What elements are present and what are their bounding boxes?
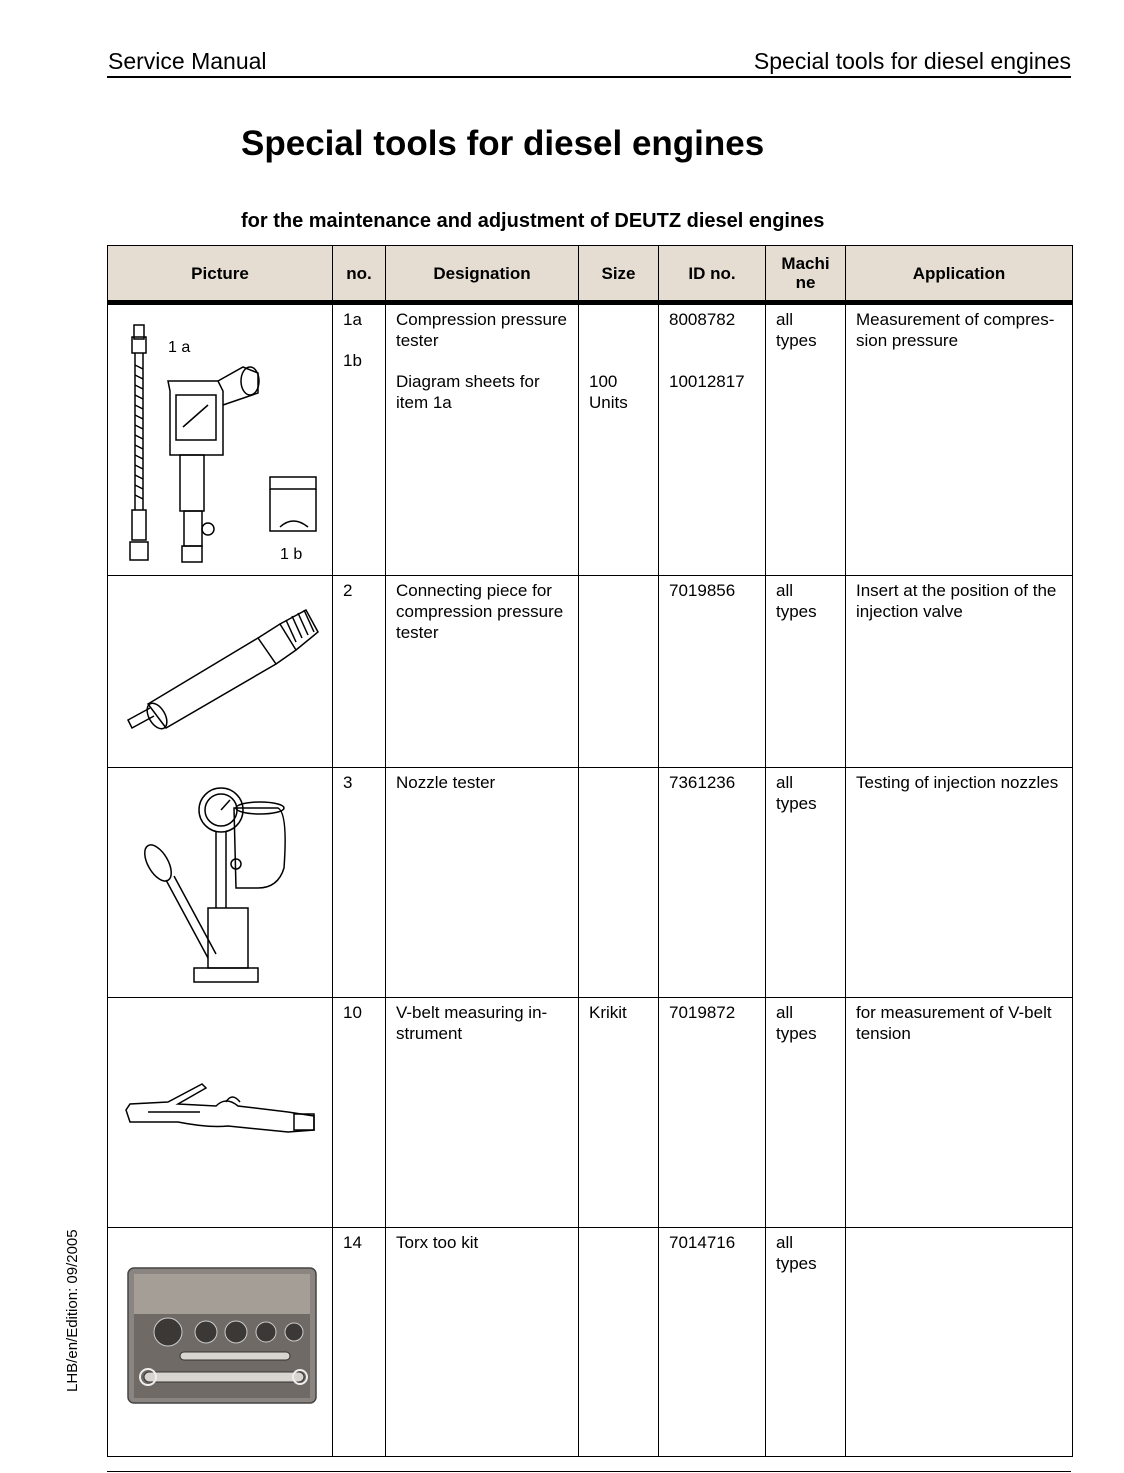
connecting-piece-drawing bbox=[108, 576, 332, 766]
table-row bbox=[108, 303, 1073, 576]
col-header-size: Size bbox=[579, 246, 659, 303]
picture-cell bbox=[108, 576, 333, 768]
header-left: Service Manual bbox=[108, 48, 267, 74]
header-rule bbox=[107, 76, 1071, 78]
size-cell bbox=[579, 998, 659, 1228]
application-cell bbox=[846, 768, 1073, 998]
picture-label-1b: 1 b bbox=[280, 546, 303, 563]
item-size bbox=[579, 1228, 658, 1236]
machine-cell bbox=[766, 1228, 846, 1457]
header-right: Special tools for diesel engines bbox=[753, 48, 1071, 74]
col-header-designation: Designation bbox=[386, 246, 579, 303]
item-machine: all types bbox=[776, 310, 817, 350]
application-cell bbox=[846, 576, 1073, 768]
tools-table bbox=[107, 245, 1073, 1457]
size-cell bbox=[579, 303, 659, 576]
size-cell bbox=[579, 576, 659, 768]
no-cell bbox=[333, 1228, 386, 1457]
item-id: 7019856 bbox=[669, 581, 736, 600]
table-row bbox=[108, 768, 1073, 998]
item-size: 100 Units bbox=[589, 372, 628, 412]
picture-cell bbox=[108, 768, 333, 998]
torx-kit-photo bbox=[108, 1228, 332, 1454]
id-cell bbox=[659, 998, 766, 1228]
designation-cell bbox=[386, 998, 579, 1228]
item-machine: all types bbox=[776, 1003, 817, 1043]
item-size: Krikit bbox=[589, 1003, 627, 1022]
item-designation: Torx too kit bbox=[396, 1233, 479, 1252]
designation-cell bbox=[386, 768, 579, 998]
id-cell bbox=[659, 1228, 766, 1457]
v-belt-instrument-drawing bbox=[108, 998, 332, 1226]
id-cell bbox=[659, 768, 766, 998]
machine-cell bbox=[766, 768, 846, 998]
item-designation: Diagram sheets for item 1a bbox=[396, 372, 540, 412]
picture-label-1a: 1 a bbox=[168, 339, 191, 356]
designation-cell bbox=[386, 1228, 579, 1457]
page-subtitle: for the maintenance and adjustment of DEUTZ diesel engines bbox=[241, 210, 825, 232]
item-id: 8008782 bbox=[669, 310, 736, 329]
designation-cell bbox=[386, 576, 579, 768]
size-cell bbox=[579, 768, 659, 998]
item-id: 7019872 bbox=[669, 1003, 736, 1022]
item-machine: all types bbox=[776, 773, 817, 813]
item-application: for measurement of V-belt tension bbox=[856, 1003, 1052, 1043]
item-no: 3 bbox=[343, 773, 353, 792]
col-header-application: Application bbox=[846, 246, 1073, 303]
item-application bbox=[846, 1228, 1072, 1236]
item-no: 1b bbox=[343, 351, 362, 370]
item-designation: Connecting piece for compression pressure tester bbox=[396, 581, 564, 642]
footer-rule bbox=[107, 1471, 1071, 1472]
col-header-machine: Machi ne bbox=[766, 246, 846, 303]
edition-note: LHB/en/Edition: 09/2005 bbox=[64, 1229, 81, 1392]
table-header-row bbox=[108, 246, 1073, 303]
item-id: 7361236 bbox=[669, 773, 736, 792]
application-cell bbox=[846, 998, 1073, 1228]
no-cell bbox=[333, 576, 386, 768]
item-application: Measurement of compres-sion pressure bbox=[856, 310, 1055, 350]
machine-cell bbox=[766, 576, 846, 768]
application-cell bbox=[846, 1228, 1073, 1457]
col-header-no: no. bbox=[333, 246, 386, 303]
item-no: 10 bbox=[343, 1003, 362, 1022]
designation-cell bbox=[386, 303, 579, 576]
id-cell bbox=[659, 303, 766, 576]
item-size bbox=[589, 309, 648, 351]
item-machine: all types bbox=[776, 1233, 817, 1273]
item-application: Testing of injection nozzles bbox=[856, 773, 1059, 792]
item-id: 7014716 bbox=[669, 1233, 736, 1252]
item-designation: V-belt measuring in-strument bbox=[396, 1003, 548, 1043]
picture-cell bbox=[108, 303, 333, 576]
id-cell bbox=[659, 576, 766, 768]
table-row bbox=[108, 1228, 1073, 1457]
picture-cell bbox=[108, 998, 333, 1228]
col-header-picture: Picture bbox=[108, 246, 333, 303]
no-cell bbox=[333, 998, 386, 1228]
table-row bbox=[108, 576, 1073, 768]
item-no: 1a bbox=[343, 310, 362, 329]
no-cell bbox=[333, 768, 386, 998]
item-id: 10012817 bbox=[669, 372, 745, 391]
item-designation: Compression pressure tester bbox=[396, 310, 568, 350]
item-size bbox=[579, 768, 658, 776]
size-cell bbox=[579, 1228, 659, 1457]
machine-cell bbox=[766, 303, 846, 576]
application-cell bbox=[846, 303, 1073, 576]
picture-cell bbox=[108, 1228, 333, 1457]
item-size bbox=[579, 576, 658, 584]
compression-tester-drawing bbox=[108, 305, 332, 575]
item-machine: all types bbox=[776, 581, 817, 621]
item-designation: Nozzle tester bbox=[396, 773, 496, 792]
table-row bbox=[108, 998, 1073, 1228]
page-title: Special tools for diesel engines bbox=[241, 124, 765, 163]
no-cell bbox=[333, 303, 386, 576]
item-no: 2 bbox=[343, 581, 353, 600]
item-no: 14 bbox=[343, 1233, 362, 1252]
nozzle-tester-drawing bbox=[108, 768, 332, 996]
machine-cell bbox=[766, 998, 846, 1228]
col-header-id: ID no. bbox=[659, 246, 766, 303]
item-application: Insert at the position of the injection valve bbox=[856, 581, 1057, 621]
